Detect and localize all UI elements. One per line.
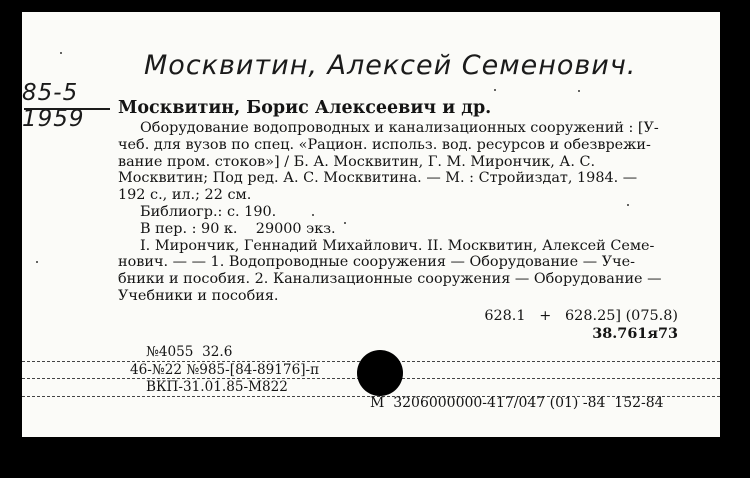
- index-line: Учебники и пособия.: [118, 287, 279, 304]
- entry-heading: Москвитин, Борис Алексеевич и др.: [118, 98, 492, 118]
- body-line: вание пром. стоков»] / Б. А. Москвитин, Г. М. Мирончик, А. С.: [118, 153, 596, 170]
- meta-line: 46-№22 №985-[84-89176]-п: [130, 361, 320, 378]
- card-meta: [130, 344, 320, 397]
- ink-speck: [578, 90, 580, 92]
- body-line: Оборудование водопроводных и канализационных сооружений : [У-: [140, 120, 659, 136]
- catalog-card: [22, 12, 720, 437]
- meta-line: ВКП-31.01.85-М822: [146, 379, 288, 395]
- index-line: бники и пособия. 2. Канализационные сооружения — Оборудование —: [118, 271, 662, 288]
- bibliography-note: Библиогр.: с. 190.: [140, 203, 277, 220]
- bbk-code: 38.761я73: [592, 325, 678, 342]
- index-line: I. Мирончик, Геннадий Михайлович. II. Москвитин, Алексей Семе-: [140, 237, 655, 254]
- ink-speck: [494, 89, 496, 91]
- index-line: нович. — — 1. Водопроводные сооружения — Оборудование — Уче-: [118, 254, 636, 271]
- ink-speck: [312, 214, 314, 216]
- order-code: М 3206000000-417/047 (01) -84 152-84: [370, 395, 664, 411]
- entry-body: [118, 120, 684, 305]
- classification-block: [484, 308, 678, 342]
- handwritten-name: Москвитин, Алексей Семенович.: [144, 50, 637, 81]
- ink-speck: [60, 52, 62, 54]
- body-line: чеб. для вузов по спец. «Рацион. использ. вод. ресурсов и обезврежи-: [118, 136, 651, 153]
- punch-hole: [357, 350, 403, 396]
- ink-speck: [344, 222, 346, 224]
- handwritten-shelf-mark-top: 85-5: [22, 80, 79, 106]
- meta-line: №4055 32.6: [146, 344, 233, 360]
- udc-code: 628.1 + 628.25] (075.8): [484, 308, 678, 324]
- ink-speck: [627, 204, 629, 206]
- price-and-print-run: В пер. : 90 к. 29000 экз.: [140, 220, 336, 237]
- body-line: 192 с., ил.; 22 см.: [118, 187, 252, 204]
- ink-speck: [36, 261, 38, 263]
- body-line: Москвитин; Под ред. А. С. Москвитина. — М. : Стройиздат, 1984. —: [118, 170, 638, 187]
- handwritten-shelf-mark-bottom: 1959: [22, 106, 85, 132]
